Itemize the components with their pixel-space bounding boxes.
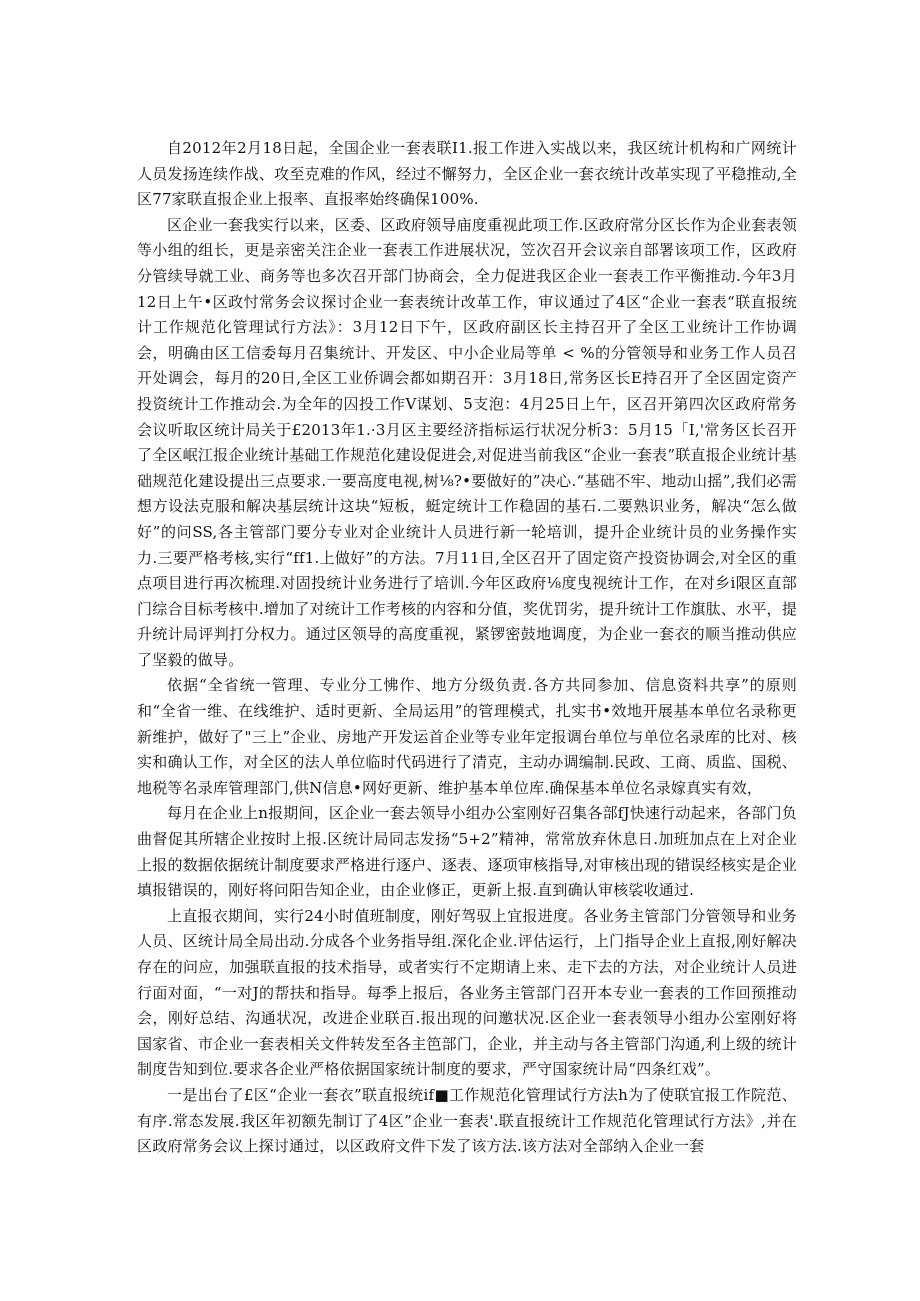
paragraph-intro: 自2012年2月18日起，全国企业一套表联I1.报工作进入实战以来，我区统计机构和广网统计人员发扬连续作战、攻至克难的作风，经过不懈努力，全区企业一套衣统计改革实现了平稳推动,全区77家联直报企业上报率、直报率始终确保100%.	[137, 139, 797, 209]
paragraph-leadership: 区企业一套我实行以来，区委、区政府领导庙度重视此项工作.区政府常分区长作为企业套表领等小组的组长，更是亲密关注企业一套表工作进展状况，笠次召开会议亲自部署该项工作，区政府分管续导就工业、商务等也多次召开部门协商会，全力促进我区企业一套表工作平衡推动.今年3月12日上午•区政忖常务会议探讨企业一套表统计改革工作，审议通过了4区“企业一套表“联直报统计工作规范化管理试行方法》：3月12日下午，区政府副区长主持召开了全区工业统计工作协调会，明确由区工信委每月召集统计、开发区、中小企业局等单 < %的分管领导和业务工作人员召开处调会，每月的20日,全区工业侨调会都如期召开：3月18日,常务区长E持召开了全区固定资产投资统计工作推动会.为全年的囚投工作V谋划、5支泡：4月25日上午，区召开第四次区政府常务会议听取区统计局关于£2013年1.·3月区主要经济指标运行状况分析3：5月15「I,'常务区长召开了全区岷江报企业统计基础工作规范化建设促进会,对促进当前我区“企业一套表”联直报企业统计基础规范化建设提出三点要求.一要高度电视,树⅛?•要做好的”决心.“基础不牢、地动山摇”,我们必需想方设法克服和解决基层统计这块“短板，蜓定统计工作稳固的基石.二要熟识业务，解决“怎么做好”的问SS,各主管部门要分专业对企业统计人员进行新一轮培训，提升企业统计员的业务操作实力.三要严格考核,实行“ff1.上做好”的方法。7月11日,全区召开了固定资产投资协调会,对全区的重点项目进行再次梳理.对固投统计业务进行了培训.今年区政府⅛度曳视统计工作，在对乡i限区直部门综合目标考核中.增加了对统计工作考核的内容和分值，奖优罚劣，提升统计工作旗肽、水平，提升统计局评判打分权力。通过区领导的高度重视，紧锣密鼓地调度，为企业一套衣的顺当推动供应了坚毅的做导。	[137, 215, 797, 669]
paragraph-direct-report: 上直报衣期间，实行24小时值班制度，刚好驾驭上宜报进度。各业务主管部门分管领导和业务人员、区统计局全局出动.分成各个业务指导组.深化企业.评估运行，上门指导企业上直报,刚好解决存在的问应，加强联直报的技术指导，或者实行不定期请上来、走下去的方法，对企业统计人员进行面对面，“一对J的帮扶和指导。每季上报后，各业务主管部门召开本专业一套表的工作回预推动会，刚好总结、沟通状况，改进企业联百.报出现的问邀状况.区企业一套表领导小组办公室刚好将国家省、市企业一套表相关文件转发至各主笆部门，企业，并主动与各主管部门沟通,利上级的统计制度告知到位.要求各企业严格依据国家统计制度的要求，严守国家统计局“四条红戏”。	[137, 906, 797, 1079]
document-page	[137, 136, 797, 1160]
paragraph-monthly-report: 每月在企业上n报期间，区企业一套去领导小组办公室刚好召集各部fJ快速行动起来，各部门负曲督促其所辖企业按时上报.区统计局同志发扬“5+2”精神，常常放弃休息日.加班加点在上对企业上报的数据依据统计制度要求严格进行逐户、逐表、逐项审核指导,对审核出现的错误经核实是企业填报错误的，刚好将问阳告知企业，由企业修正，更新上报.直到确认审核裟收通过.	[137, 804, 797, 900]
paragraph-directory: 依据“全省统一管理、专业分工怫作、地方分级负责.各方共同参加、信息资料共享”的原则和“全省一维、在线维护、适时更新、全局运用”的管理模式，扎实书•效地开展基本单位名录称更新维护，做好了"三上”企业、房地产开发运首企业等专业年定报调台单位与单位名录库的比对、核实和确认工作，对全区的法人单位临时代码进行了清克，主动办调编制.民政、工商、质监、国税、地税等名录库管理部门,供N信息•网好更新、维护基本单位库.确保基本单位名录嫁真实有效，	[137, 676, 797, 797]
paragraph-measures: 一是出台了£区“企业一套衣”联直报统if■工作规范化管理试行方法h为了使联宜报工作院范、有序.常态发展.我区年初额先制订了4区”企业一套表'.联直报统计工作规范化管理试行方法》,并在区政府常务会议上探讨通过，以区政府文件下发了该方法.该方法对全部纳入企业一套	[137, 1085, 797, 1156]
